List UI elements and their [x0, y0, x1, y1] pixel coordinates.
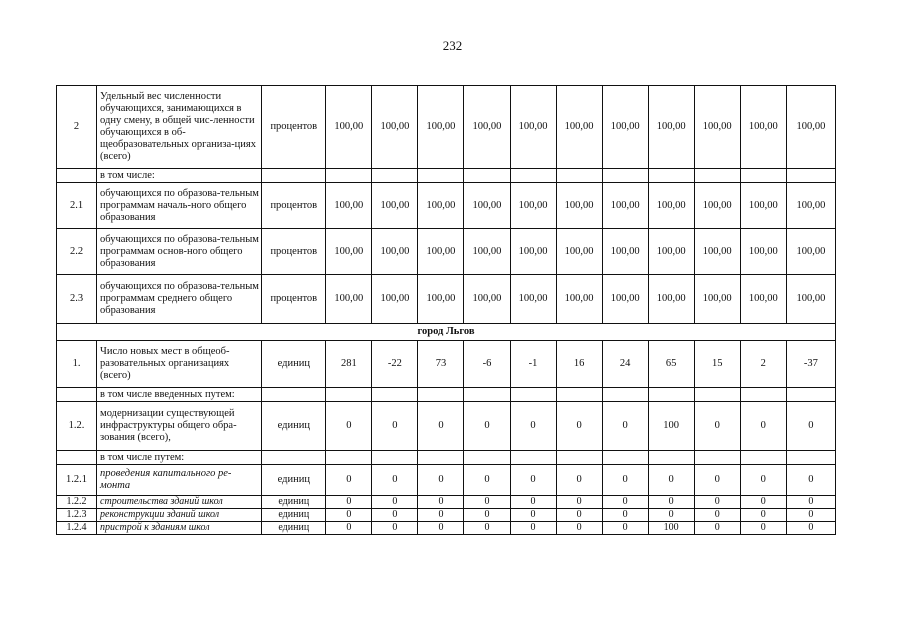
value-cell: 100,00: [464, 275, 510, 324]
value-cell: 100,00: [602, 183, 648, 229]
value-cell: 0: [326, 465, 372, 496]
empty-cell: [556, 169, 602, 183]
value-cell: 0: [372, 509, 418, 522]
value-cell: 0: [786, 402, 835, 451]
value-cell: 0: [464, 402, 510, 451]
table-row: [57, 341, 836, 388]
value-cell: 0: [786, 496, 835, 509]
value-cell: 0: [372, 496, 418, 509]
value-cell: 100,00: [648, 183, 694, 229]
value-cell: 100,00: [694, 275, 740, 324]
empty-cell: [510, 451, 556, 465]
table-row: [57, 509, 836, 522]
value-cell: 100,00: [326, 86, 372, 169]
value-cell: 0: [786, 522, 835, 535]
value-cell: 0: [510, 509, 556, 522]
value-cell: 0: [740, 522, 786, 535]
value-cell: 24: [602, 341, 648, 388]
row-unit: единиц: [262, 522, 326, 535]
value-cell: 0: [556, 496, 602, 509]
empty-cell: [464, 451, 510, 465]
value-cell: 0: [510, 496, 556, 509]
value-cell: -6: [464, 341, 510, 388]
empty-cell: [326, 451, 372, 465]
value-cell: 100,00: [694, 229, 740, 275]
value-cell: 0: [326, 496, 372, 509]
empty-cell: [418, 169, 464, 183]
value-cell: 100,00: [418, 275, 464, 324]
value-cell: 0: [372, 465, 418, 496]
empty-cell: [464, 388, 510, 402]
value-cell: 0: [372, 402, 418, 451]
value-cell: 16: [556, 341, 602, 388]
empty-cell: [648, 388, 694, 402]
row-unit: процентов: [262, 275, 326, 324]
empty-cell: [740, 451, 786, 465]
value-cell: 100,00: [372, 183, 418, 229]
row-unit: процентов: [262, 183, 326, 229]
empty-cell: [372, 388, 418, 402]
value-cell: 100,00: [556, 275, 602, 324]
empty-cell: [464, 169, 510, 183]
value-cell: 0: [648, 465, 694, 496]
section-label: в том числе введенных путем:: [97, 388, 262, 402]
empty-cell: [786, 169, 835, 183]
empty-cell: [740, 169, 786, 183]
empty-cell: [556, 388, 602, 402]
row-number: 2: [57, 86, 97, 169]
row-number: 1.2.4: [57, 522, 97, 535]
empty-cell: [326, 388, 372, 402]
empty-cell: [372, 451, 418, 465]
empty-cell: [556, 451, 602, 465]
row-unit: единиц: [262, 465, 326, 496]
value-cell: 100,00: [464, 86, 510, 169]
city-header: город Льгов: [57, 324, 836, 341]
empty-cell: [510, 388, 556, 402]
value-cell: 100,00: [372, 229, 418, 275]
value-cell: 100,00: [786, 229, 835, 275]
value-cell: 0: [648, 496, 694, 509]
value-cell: 0: [556, 509, 602, 522]
value-cell: 100,00: [648, 275, 694, 324]
empty-cell: [326, 169, 372, 183]
value-cell: 0: [326, 402, 372, 451]
empty-cell: [740, 388, 786, 402]
value-cell: 100,00: [648, 86, 694, 169]
empty-cell: [602, 451, 648, 465]
value-cell: 0: [510, 465, 556, 496]
value-cell: 0: [602, 509, 648, 522]
value-cell: 100,00: [740, 183, 786, 229]
value-cell: 0: [418, 509, 464, 522]
empty-cell: [262, 451, 326, 465]
row-description: пристрой к зданиям школ: [97, 522, 262, 535]
value-cell: 73: [418, 341, 464, 388]
value-cell: 0: [740, 465, 786, 496]
value-cell: 0: [556, 465, 602, 496]
value-cell: 100,00: [372, 275, 418, 324]
value-cell: 0: [602, 496, 648, 509]
row-number: 1.2.1: [57, 465, 97, 496]
row-unit: единиц: [262, 402, 326, 451]
table-row: [57, 183, 836, 229]
value-cell: 100,00: [694, 86, 740, 169]
row-description: модернизации существующей инфраструктуры общего обра-зования (всего),: [97, 402, 262, 451]
value-cell: 100: [648, 522, 694, 535]
value-cell: 0: [464, 465, 510, 496]
table-row: [57, 388, 836, 402]
value-cell: 0: [602, 522, 648, 535]
row-number: 1.2.: [57, 402, 97, 451]
value-cell: 100: [648, 402, 694, 451]
row-unit: единиц: [262, 341, 326, 388]
value-cell: 100,00: [326, 183, 372, 229]
row-description: проведения капитального ре-монта: [97, 465, 262, 496]
table-row: [57, 275, 836, 324]
table-row: [57, 86, 836, 169]
empty-cell: [786, 451, 835, 465]
page-number: 232: [442, 38, 463, 53]
table-row: [57, 229, 836, 275]
empty-cell: [694, 169, 740, 183]
value-cell: 0: [648, 509, 694, 522]
value-cell: 0: [694, 465, 740, 496]
empty-cell: [372, 169, 418, 183]
value-cell: -1: [510, 341, 556, 388]
empty-cell: [262, 169, 326, 183]
empty-cell: [57, 451, 97, 465]
value-cell: 100,00: [602, 229, 648, 275]
empty-cell: [418, 388, 464, 402]
empty-cell: [602, 388, 648, 402]
empty-cell: [418, 451, 464, 465]
row-description: строительства зданий школ: [97, 496, 262, 509]
row-number: 1.: [57, 341, 97, 388]
row-number: 1.2.3: [57, 509, 97, 522]
table-row: [57, 451, 836, 465]
value-cell: 100,00: [556, 229, 602, 275]
value-cell: 0: [418, 465, 464, 496]
value-cell: 0: [418, 522, 464, 535]
empty-cell: [57, 169, 97, 183]
value-cell: 100,00: [740, 229, 786, 275]
table-row: [57, 324, 836, 341]
table-row: [57, 496, 836, 509]
value-cell: 2: [740, 341, 786, 388]
row-description: реконструкции зданий школ: [97, 509, 262, 522]
value-cell: 100,00: [740, 275, 786, 324]
indicator-table: [56, 85, 836, 535]
empty-cell: [262, 388, 326, 402]
value-cell: 0: [602, 465, 648, 496]
row-unit: единиц: [262, 509, 326, 522]
value-cell: 100,00: [510, 229, 556, 275]
value-cell: 0: [602, 402, 648, 451]
row-number: 2.1: [57, 183, 97, 229]
value-cell: 0: [326, 509, 372, 522]
value-cell: 0: [694, 496, 740, 509]
value-cell: 100,00: [786, 275, 835, 324]
row-description: обучающихся по образова-тельным программам началь-ного общего образования: [97, 183, 262, 229]
section-label: в том числе путем:: [97, 451, 262, 465]
row-unit: процентов: [262, 86, 326, 169]
value-cell: 100,00: [740, 86, 786, 169]
value-cell: 281: [326, 341, 372, 388]
value-cell: 100,00: [602, 86, 648, 169]
table-row: [57, 465, 836, 496]
row-number: 2.3: [57, 275, 97, 324]
value-cell: 100,00: [602, 275, 648, 324]
value-cell: 0: [326, 522, 372, 535]
row-number: 2.2: [57, 229, 97, 275]
section-label: в том числе:: [97, 169, 262, 183]
value-cell: 0: [694, 402, 740, 451]
value-cell: 0: [510, 522, 556, 535]
value-cell: 100,00: [326, 275, 372, 324]
empty-cell: [786, 388, 835, 402]
value-cell: 100,00: [556, 183, 602, 229]
value-cell: 100,00: [418, 86, 464, 169]
value-cell: 0: [556, 522, 602, 535]
value-cell: 0: [418, 402, 464, 451]
value-cell: 0: [740, 509, 786, 522]
value-cell: 100,00: [418, 183, 464, 229]
value-cell: 100,00: [648, 229, 694, 275]
value-cell: 100,00: [510, 183, 556, 229]
table-row: [57, 522, 836, 535]
value-cell: 100,00: [510, 275, 556, 324]
empty-cell: [694, 451, 740, 465]
value-cell: 100,00: [372, 86, 418, 169]
value-cell: 65: [648, 341, 694, 388]
row-unit: единиц: [262, 496, 326, 509]
value-cell: 0: [786, 465, 835, 496]
value-cell: -37: [786, 341, 835, 388]
value-cell: 0: [694, 509, 740, 522]
empty-cell: [694, 388, 740, 402]
row-number: 1.2.2: [57, 496, 97, 509]
value-cell: 0: [786, 509, 835, 522]
value-cell: 100,00: [786, 183, 835, 229]
empty-cell: [648, 451, 694, 465]
value-cell: 0: [740, 402, 786, 451]
value-cell: 0: [464, 496, 510, 509]
row-description: Число новых мест в общеоб-разовательных организациях (всего): [97, 341, 262, 388]
value-cell: 100,00: [418, 229, 464, 275]
value-cell: 100,00: [556, 86, 602, 169]
value-cell: 0: [740, 496, 786, 509]
value-cell: 100,00: [694, 183, 740, 229]
value-cell: 100,00: [326, 229, 372, 275]
value-cell: 0: [556, 402, 602, 451]
table-row: [57, 169, 836, 183]
value-cell: 0: [464, 522, 510, 535]
value-cell: -22: [372, 341, 418, 388]
value-cell: 0: [464, 509, 510, 522]
row-description: Удельный вес численности обучающихся, занимающихся в одну смену, в общей чис-ленности обучающихся в об-щеобразовательных организа-циях (всего): [97, 86, 262, 169]
value-cell: 100,00: [464, 229, 510, 275]
value-cell: 100,00: [464, 183, 510, 229]
row-unit: процентов: [262, 229, 326, 275]
row-description: обучающихся по образова-тельным программам основ-ного общего образования: [97, 229, 262, 275]
value-cell: 0: [372, 522, 418, 535]
empty-cell: [602, 169, 648, 183]
value-cell: 100,00: [786, 86, 835, 169]
row-description: обучающихся по образова-тельным программам среднего общего образования: [97, 275, 262, 324]
table-row: [57, 402, 836, 451]
value-cell: 15: [694, 341, 740, 388]
empty-cell: [57, 388, 97, 402]
value-cell: 100,00: [510, 86, 556, 169]
value-cell: 0: [510, 402, 556, 451]
empty-cell: [648, 169, 694, 183]
value-cell: 0: [694, 522, 740, 535]
empty-cell: [510, 169, 556, 183]
value-cell: 0: [418, 496, 464, 509]
